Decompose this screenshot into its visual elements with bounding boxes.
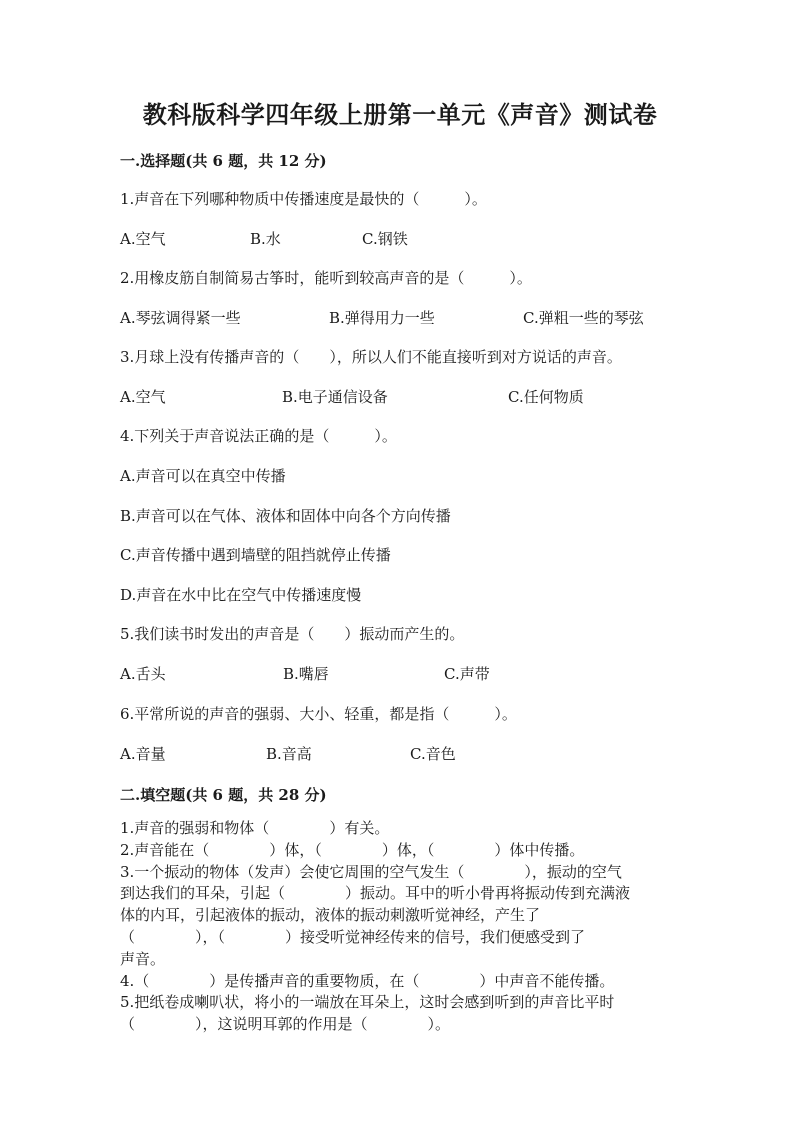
section-heading-fill-blank: 二.填空题(共 6 题，共 28 分)	[120, 786, 327, 804]
question-2-option-c: C.弹粗一些的琴弦	[523, 309, 644, 327]
question-5-option-b: B.嘴唇	[283, 665, 329, 683]
question-3-stem: 3.月球上没有传播声音的（ ），所以人们不能直接听到对方说话的声音。	[120, 348, 622, 366]
fill-blank-block	[120, 818, 690, 1036]
question-4-option-b: B.声音可以在气体、液体和固体中向各个方向传播	[120, 507, 451, 525]
question-4-stem: 4.下列关于声音说法正确的是（ ）。	[120, 427, 397, 445]
fill-blank-line: （ ），这说明耳郭的作用是（ ）。	[120, 1015, 451, 1034]
question-2-option-a: A.琴弦调得紧一些	[120, 309, 241, 327]
fill-blank-line: 2.声音能在（ ）体，（ ）体，（ ）体中传播。	[120, 840, 585, 859]
question-5-stem: 5.我们读书时发出的声音是（ ）振动而产生的。	[120, 625, 465, 643]
question-6-option-a: A.音量	[120, 745, 166, 763]
question-4-option-c: C.声音传播中遇到墙壁的阻挡就停止传播	[120, 546, 391, 564]
question-6-stem: 6.平常所说的声音的强弱、大小、轻重，都是指（ ）。	[120, 705, 517, 723]
question-4-option-a: A.声音可以在真空中传播	[120, 467, 286, 485]
question-2-stem: 2.用橡皮筋自制简易古筝时，能听到较高声音的是（ ）。	[120, 269, 532, 287]
question-4-option-d: D.声音在水中比在空气中传播速度慢	[120, 586, 362, 604]
fill-blank-line: 5.把纸卷成喇叭状，将小的一端放在耳朵上，这时会感到听到的声音比平时	[120, 993, 615, 1012]
question-3-option-c: C.任何物质	[508, 388, 584, 406]
question-1-option-a: A.空气	[120, 230, 166, 248]
question-5-option-c: C.声带	[444, 665, 490, 683]
question-2-option-b: B.弹得用力一些	[329, 309, 435, 327]
question-1-option-b: B.水	[250, 230, 281, 248]
question-6-option-c: C.音色	[410, 745, 456, 763]
question-1-stem: 1.声音在下列哪种物质中传播速度是最快的（ ）。	[120, 190, 487, 208]
question-6-option-b: B.音高	[266, 745, 312, 763]
fill-blank-line: 体的内耳，引起液体的振动，液体的振动刺激听觉神经，产生了	[120, 906, 541, 925]
question-1-option-c: C.钢铁	[362, 230, 408, 248]
fill-blank-line: 到达我们的耳朵，引起（ ）振动。耳中的听小骨再将振动传到充满液	[120, 884, 631, 903]
fill-blank-line: 声音。	[120, 949, 166, 968]
fill-blank-line: 3.一个振动的物体（发声）会使它周围的空气发生（ ），振动的空气	[120, 862, 622, 881]
page-title: 教科版科学四年级上册第一单元《声音》测试卷	[142, 100, 658, 129]
fill-blank-line: 4.（ ）是传播声音的重要物质，在（ ）中声音不能传播。	[120, 971, 615, 990]
fill-blank-line: 1.声音的强弱和物体（ ）有关。	[120, 819, 390, 837]
question-3-option-a: A.空气	[120, 388, 166, 406]
section-heading-choice: 一.选择题(共 6 题，共 12 分)	[120, 152, 327, 170]
fill-blank-line: （ ），（ ）接受听觉神经传来的信号，我们便感受到了	[120, 927, 586, 946]
question-5-option-a: A.舌头	[120, 665, 166, 683]
question-3-option-b: B.电子通信设备	[282, 388, 388, 406]
